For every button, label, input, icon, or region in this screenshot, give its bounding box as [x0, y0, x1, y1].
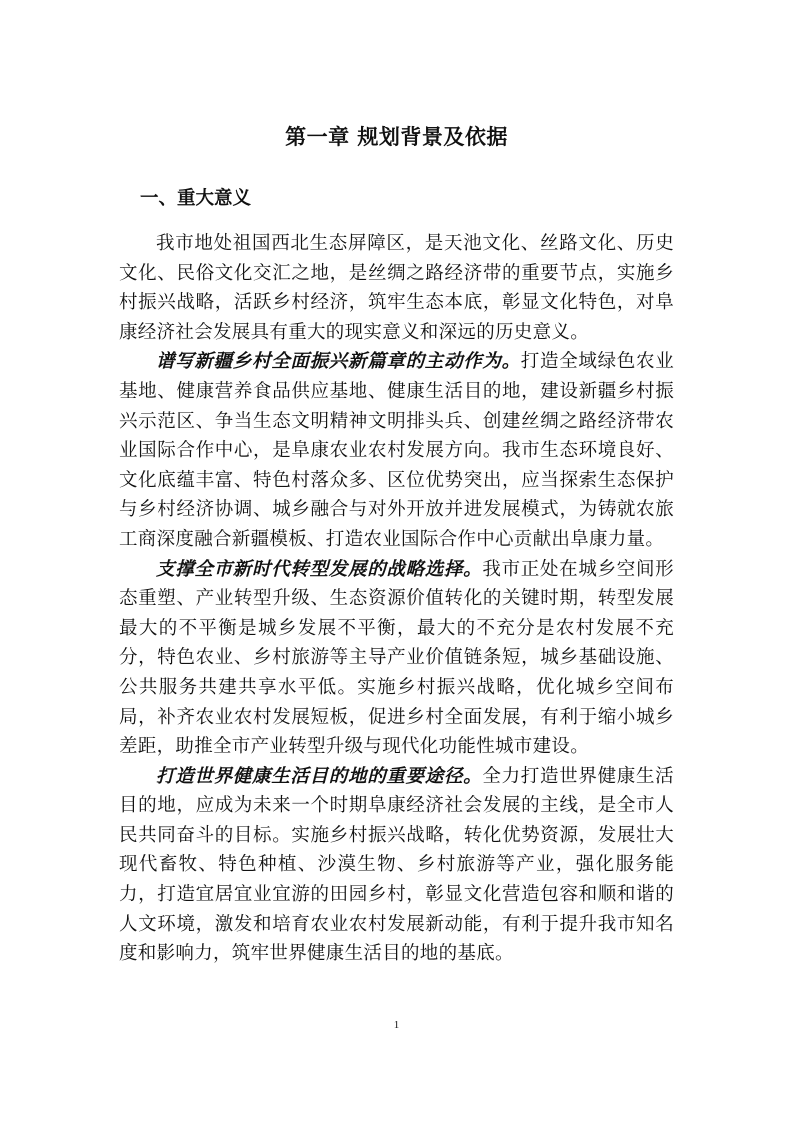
- body-text: [119, 229, 674, 969]
- paragraph: [119, 347, 674, 554]
- paragraph-text: 我市地处祖国西北生态屏障区，是天池文化、丝路文化、历史文化、民俗文化交汇之地，是丝绸之路经济带的重要节点，实施乡村振兴战略，活跃乡村经济，筑牢生态本底，彰显文化特色，对阜康经济社会发展具有重大的现实意义和深远的历史意义。: [119, 233, 674, 343]
- page-number: 1: [393, 1019, 400, 1031]
- paragraph-lead: 谱写新疆乡村全面振兴新篇章的主动作为。: [156, 351, 521, 373]
- chapter-title: 第一章 规划背景及依据: [285, 125, 508, 149]
- paragraph: [119, 229, 674, 347]
- section-heading: 一、重大意义: [140, 188, 252, 209]
- paragraph: [119, 762, 674, 969]
- paragraph: [119, 555, 674, 762]
- paragraph-text: 我市正处在城乡空间形态重塑、产业转型升级、生态资源价值转化的关键时期，转型发展最大的不平衡是城乡发展不平衡，最大的不充分是农村发展不充分，特色农业、乡村旅游等主导产业价值链条短，城乡基础设施、公共服务共建共享水平低。实施乡村振兴战略，优化城乡空间布局，补齐农业农村发展短板，促进乡村全面发展，有利于缩小城乡差距，助推全市产业转型升级与现代化功能性城市建设。: [119, 558, 674, 758]
- paragraph-text: 打造全域绿色农业基地、健康营养食品供应基地、健康生活目的地，建设新疆乡村振兴示范区、争当生态文明精神文明排头兵、创建丝绸之路经济带农业国际合作中心，是阜康农业农村发展方向。我市生态环境良好、文化底蕴丰富、特色村落众多、区位优势突出，应当探索生态保护与乡村经济协调、城乡融合与对外开放并进发展模式，为铸就农旅工商深度融合新疆模板、打造农业国际合作中心贡献出阜康力量。: [119, 351, 674, 550]
- paragraph-text: 全力打造世界健康生活目的地，应成为未来一个时期阜康经济社会发展的主线，是全市人民共同奋斗的目标。实施乡村振兴战略，转化优势资源，发展壮大现代畜牧、特色种植、沙漠生物、乡村旅游等产业，强化服务能力，打造宜居宜业宜游的田园乡村，彰显文化营造包容和顺和谐的人文环境，激发和培育农业农村发展新动能，有利于提升我市知名度和影响力，筑牢世界健康生活目的地的基底。: [119, 765, 674, 965]
- paragraph-lead: 支撑全市新时代转型发展的战略选择。: [156, 558, 483, 580]
- paragraph-lead: 打造世界健康生活目的地的重要途径。: [156, 765, 483, 787]
